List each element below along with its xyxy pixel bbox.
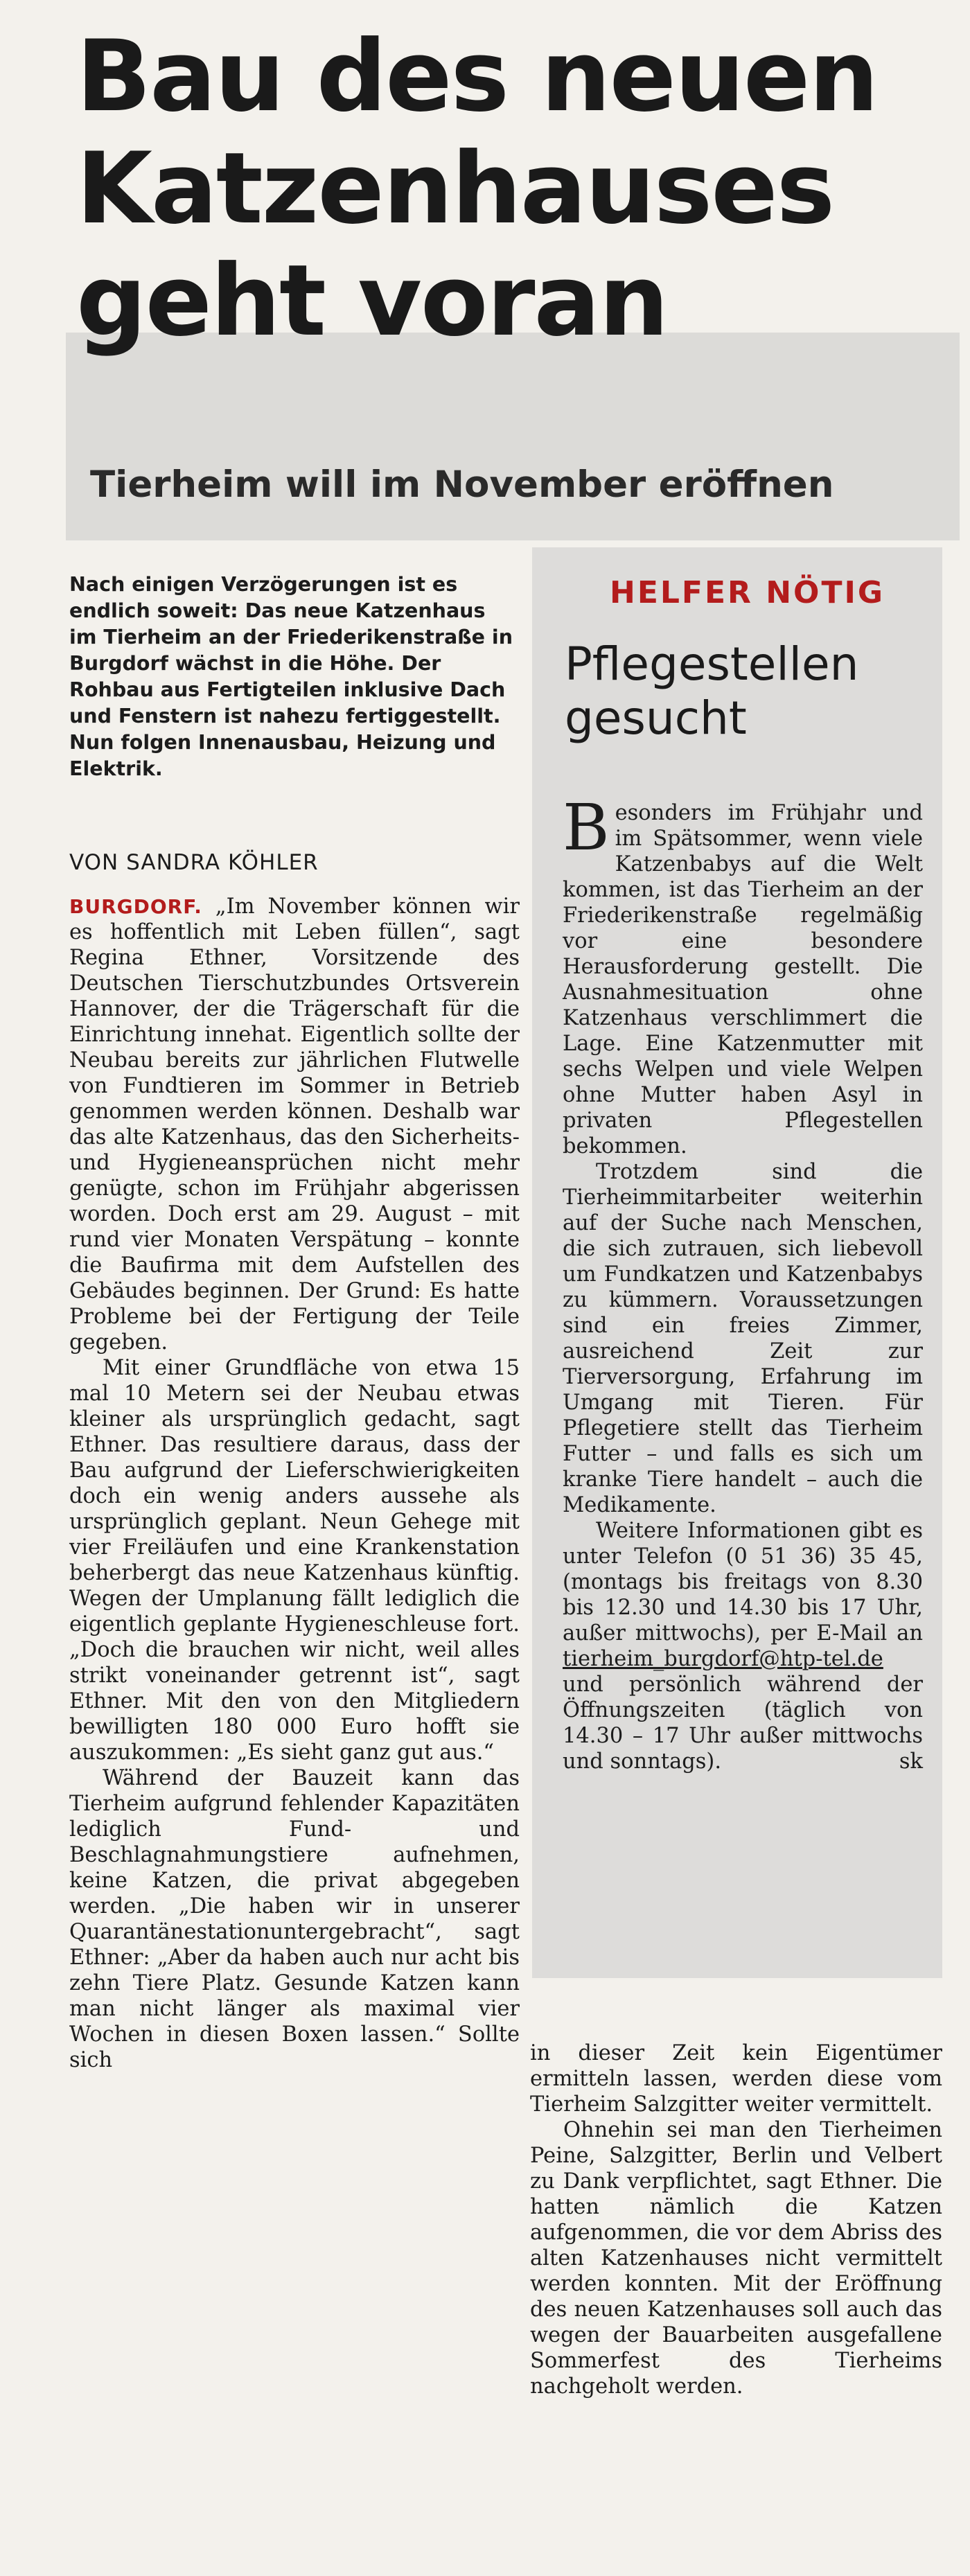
sidebar-paragraph: Trotzdem sind die Tierheimmitarbeiter weiterhin auf der Suche nach Menschen, die sich zutrauen, sich liebevoll um Fundkatzen und Katzenbabys zu kümmern. Voraussetzungen sind ein freies Zimmer, ausreichend Zeit zur Tierversorgung, Erfahrung im Umgang mit Tieren. Für Pflegetiere stellt das Tierheim Futter – und falls es sich um kranke Tiere handelt – auch die Medikamente. [563,1160,923,1517]
sidebar-contact-text: Weitere Informationen gibt es unter Telefon (0 51 36) 35 45, (montags bis freitags von 8.30 bis 12.30 und 14.30 bis 17 Uhr, außer mittwochs), per E-Mail an [563,1519,923,1646]
article-dateline: BURGDORF. [69,895,202,918]
sidebar-title: Pflegestellen gesucht [565,637,859,745]
article-lead: Nach einigen Verzögerungen ist es endlich soweit: Das neue Katzenhaus im Tierheim an der Friederikenstraße in Burgdorf wächst in die Höhe. Der Rohbau aus Fertigteilen inklusive Dach und Fenstern ist nahezu fertiggestellt. Nun folgen Innenausbau, Heizung und Elektrik. [69,573,513,780]
article-paragraph: in dieser Zeit kein Eigentümer ermitteln lassen, werden diese vom Tierheim Salzgitter weiter vermittelt. [530,2041,942,2117]
article-paragraph: Während der Bauzeit kann das Tierheim aufgrund fehlender Kapazitäten lediglich Fund- und Beschlagnahmungstiere aufnehmen, keine Katzen, die privat abgegeben werden. „Die haben wir in unserer Quarantänestationuntergebracht“, sagt Ethner: „Aber da haben auch nur acht bis zehn Tiere Platz. Gesunde Katzen kann man nicht länger als maximal vier Wochen in diesen Boxen lassen.“ Sollte sich [69,1766,520,2072]
article-byline: VON SANDRA KÖHLER [69,850,319,875]
article-headline: Bau des neuen Katzenhauses geht voran [76,19,878,358]
article-column-right [530,2040,942,2399]
sidebar-kicker: HELFER NÖTIG [610,575,885,610]
article-paragraph [69,894,520,1355]
headline-background-band [66,333,960,540]
article-paragraph: Ohnehin sei man den Tierheimen Peine, Salzgitter, Berlin und Velbert zu Dank verpflichtet, sagt Ethner. Die hatten nämlich die Katzen aufgenommen, die vor dem Abriss des alten Katzenhauses nicht vermittelt werden konnten. Mit der Eröffnung des neuen Katzenhauses soll auch das wegen der Bauarbeiten ausgefallene Sommerfest des Tierheims nachgeholt werden. [530,2118,942,2399]
sidebar-dropcap: B [563,791,610,865]
sidebar-body [563,791,923,1774]
article-column-left [69,894,520,2073]
sidebar-paragraph [563,791,923,1159]
sidebar-paragraph [563,1518,923,1774]
sidebar-paragraph-text: esonders im Frühjahr und im Spätsommer, wenn viele Katzenbabys auf die Welt kommen, ist das Tierheim an der Friederikenstraße regelmäßig vor eine besondere Herausforderung gestellt. Die Ausnahmesituation ohne Katzenhaus verschlimmert die Lage. Eine Katzenmutter mit sechs Welpen und viele Welpen ohne Mutter haben Asyl in privaten Pflegestellen bekommen. [563,801,923,1158]
sidebar-hours-text: und persönlich während der Öffnungszeiten (täglich von 14.30 – 17 Uhr außer mittwochs und sonntags). [563,1673,923,1774]
article-paragraph: Mit einer Grundfläche von etwa 15 mal 10 Metern sei der Neubau etwas kleiner als ursprünglich gedacht, sagt Ethner. Das resultiere daraus, dass der Bau aufgrund der Lieferschwierigkeiten doch ein wenig anders aussehe als ursprünglich geplant. Neun Gehege mit vier Freiläufen und eine Krankenstation beherbergt das neue Katzenhaus künftig. Wegen der Umplanung fällt lediglich die eigentlich geplante Hygieneschleuse fort. „Doch die brauchen wir nicht, weil alles strikt voneinander getrennt ist“, sagt Ethner. Mit den von den Mitgliedern bewilligten 180 000 Euro hofft sie auszukommen: „Es sieht ganz gut aus.“ [69,1356,520,1765]
sidebar-email-link[interactable]: tierheim_burgdorf@htp-tel.de [563,1647,883,1671]
sidebar-signature: sk [899,1749,923,1774]
article-subhead: Tierheim will im November eröffnen [90,464,834,506]
article-paragraph-text: „Im November können wir es hoffentlich mit Leben füllen“, sagt Regina Ethner, Vorsitzende des Deutschen Tierschutzbundes Ortsverein Hannover, der die Trägerschaft für die Einrichtung innehat. Eigentlich sollte der Neubau bereits zur jährlichen Flutwelle von Fundtieren im Sommer in Betrieb genommen werden können. Deshalb war das alte Katzenhaus, das den Sicherheits- und Hygieneansprüchen nicht mehr genügte, schon im Frühjahr abgerissen worden. Doch erst am 29. August – mit rund vier Monaten Verspätung – konnte die Baufirma mit dem Aufstellen des Gebäudes beginnen. Der Grund: Es hatte Probleme bei der Fertigung der Teile gegeben. [69,894,520,1355]
